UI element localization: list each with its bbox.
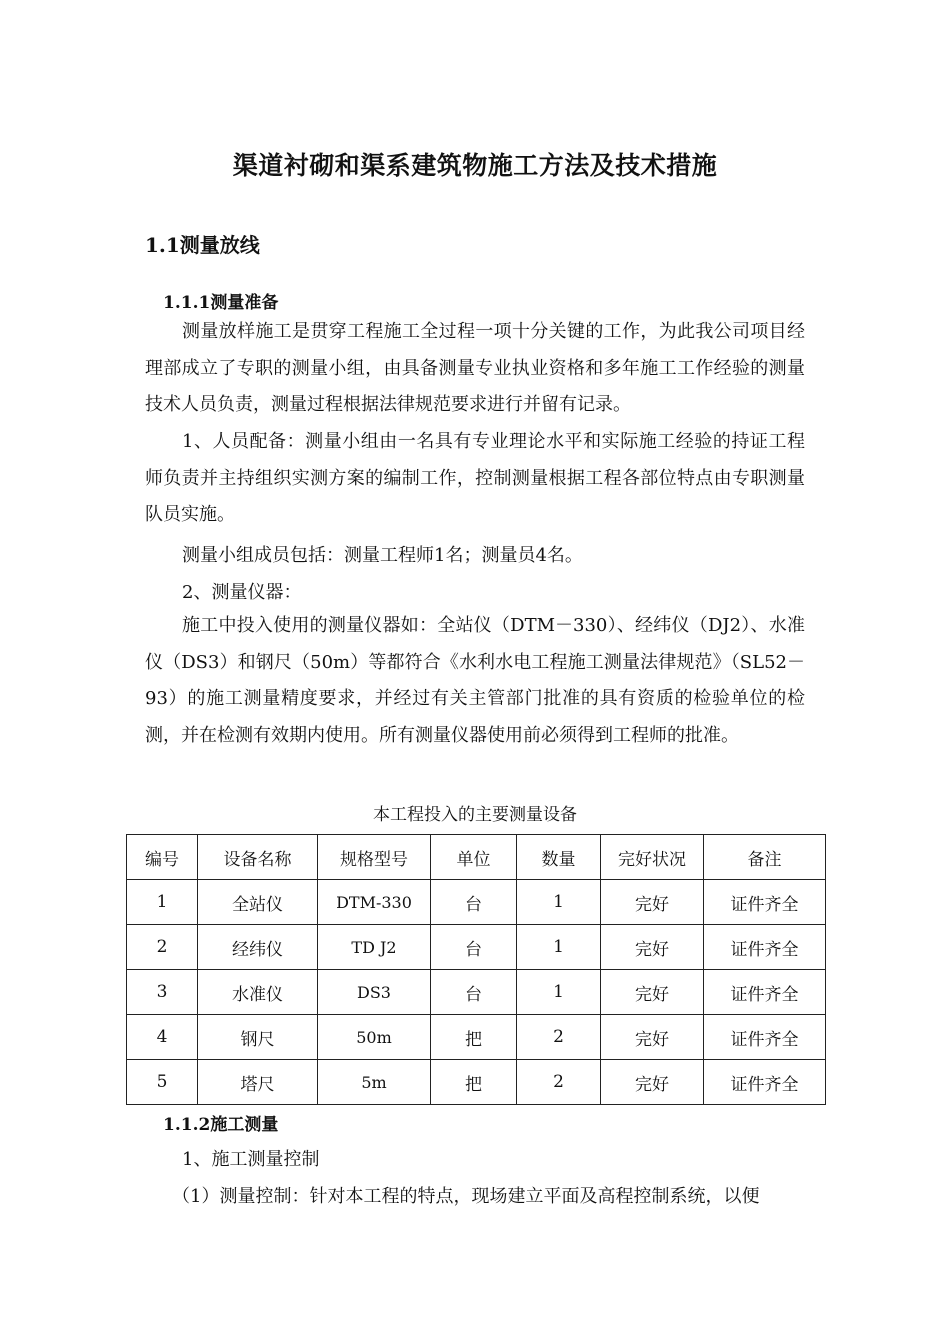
subsection-heading-1-1-2: 1.1.2施工测量: [163, 1115, 279, 1135]
table-cell: 证件齐全: [704, 880, 826, 925]
table-cell: 2: [517, 1015, 601, 1060]
header-cell: 备注: [704, 835, 826, 880]
paragraph-survey-intro: 测量放样施工是贯穿工程施工全过程一项十分关键的工作，为此我公司项目经理部成立了专职的测量小组，由具备测量专业执业资格和多年施工工作经验的测量技术人员负责，测量过程根据法律规范要求进行并留有记录。: [145, 321, 805, 415]
table-row: [127, 1060, 826, 1105]
survey-control-paragraph: （1）测量控制：针对本工程的特点，现场建立平面及高程控制系统，以便: [172, 1186, 760, 1207]
table-header-row: [127, 835, 826, 880]
subsection-heading-1-1-1: 1.1.1测量准备: [163, 293, 279, 313]
paragraph-instruments: 施工中投入使用的测量仪器如：全站仪（DTM－330）、经纬仪（DJ2）、水准仪（DS3）和钢尺（50m）等都符合《水利水电工程施工测量法律规范》（SL52－93）的施工测量精度要求，并经过有关主管部门批准的具有资质的检验单位的检测，并在检测有效期内使用。所有测量仪器使用前必须得到工程师的批准。: [145, 615, 805, 746]
table-row: [127, 880, 826, 925]
table-cell: 4: [127, 1015, 198, 1060]
table-cell: 1: [517, 880, 601, 925]
table-cell: 3: [127, 970, 198, 1015]
table-cell: 经纬仪: [198, 925, 318, 970]
table-cell: 证件齐全: [704, 925, 826, 970]
document-title: 渠道衬砌和渠系建筑物施工方法及技术措施: [232, 151, 718, 180]
table-cell: 证件齐全: [704, 970, 826, 1015]
header-cell: 设备名称: [198, 835, 318, 880]
header-cell: 数量: [517, 835, 601, 880]
header-cell: 完好状况: [601, 835, 704, 880]
table-cell: 2: [517, 1060, 601, 1105]
table-cell: 5m: [318, 1060, 431, 1105]
header-cell: 规格型号: [318, 835, 431, 880]
table-cell: 完好: [601, 1015, 704, 1060]
table-cell: DTM-330: [318, 880, 431, 925]
header-cell: 单位: [431, 835, 517, 880]
table-cell: 完好: [601, 970, 704, 1015]
table-cell: 1: [517, 925, 601, 970]
table-cell: 钢尺: [198, 1015, 318, 1060]
paragraph-staffing: 1、人员配备：测量小组由一名具有专业理论水平和实际施工经验的持证工程师负责并主持组织实测方案的编制工作，控制测量根据工程各部位特点由专职测量队员实施。: [145, 431, 805, 525]
equipment-table: [126, 834, 826, 1105]
header-cell: 编号: [127, 835, 198, 880]
table-cell: 塔尺: [198, 1060, 318, 1105]
table-row: [127, 970, 826, 1015]
table-cell: 证件齐全: [704, 1015, 826, 1060]
table-cell: 完好: [601, 880, 704, 925]
section-heading-1-1: 1.1测量放线: [145, 233, 260, 257]
table-cell: 2: [127, 925, 198, 970]
table-row: [127, 925, 826, 970]
table-row: [127, 1015, 826, 1060]
table-cell: 完好: [601, 1060, 704, 1105]
construction-survey-control-heading: 1、施工测量控制: [182, 1149, 320, 1170]
table-cell: 完好: [601, 925, 704, 970]
table-caption: 本工程投入的主要测量设备: [373, 805, 577, 825]
table-cell: 水准仪: [198, 970, 318, 1015]
table-cell: 把: [431, 1060, 517, 1105]
table-cell: TD J2: [318, 925, 431, 970]
table-cell: 台: [431, 970, 517, 1015]
table-cell: DS3: [318, 970, 431, 1015]
paragraph-instruments-heading: 2、测量仪器：: [182, 582, 302, 603]
table-cell: 5: [127, 1060, 198, 1105]
table-cell: 1: [517, 970, 601, 1015]
table-cell: 1: [127, 880, 198, 925]
table-cell: 证件齐全: [704, 1060, 826, 1105]
table-cell: 台: [431, 925, 517, 970]
table-cell: 50m: [318, 1015, 431, 1060]
table-cell: 台: [431, 880, 517, 925]
table-cell: 把: [431, 1015, 517, 1060]
paragraph-team-members: 测量小组成员包括：测量工程师1名；测量员4名。: [182, 545, 583, 566]
table-cell: 全站仪: [198, 880, 318, 925]
